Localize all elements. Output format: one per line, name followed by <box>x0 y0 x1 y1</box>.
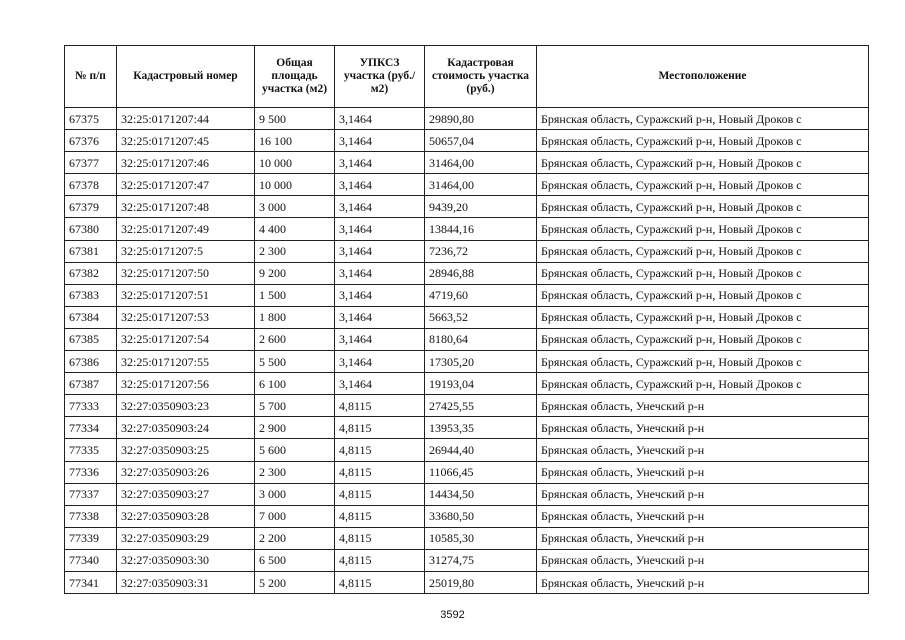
cell-area: 2 300 <box>255 461 335 483</box>
table-row <box>65 152 869 174</box>
cell-area: 1 800 <box>255 306 335 328</box>
cell-cadastral-number: 32:25:0171207:46 <box>117 152 255 174</box>
cell-cadastral-number: 32:27:0350903:31 <box>117 571 255 593</box>
cell-cadastral-number: 32:27:0350903:27 <box>117 483 255 505</box>
table-row <box>65 373 869 395</box>
cell-upksz: 3,1464 <box>335 196 425 218</box>
cell-cadastral-value: 33680,50 <box>425 505 537 527</box>
cell-upksz: 3,1464 <box>335 218 425 240</box>
table-row <box>65 351 869 373</box>
cell-cadastral-number: 32:25:0171207:56 <box>117 373 255 395</box>
cell-location: Брянская область, Суражский р-н, Новый Дроков с <box>537 328 869 350</box>
cell-upksz: 3,1464 <box>335 174 425 196</box>
cell-upksz: 3,1464 <box>335 130 425 152</box>
cell-cadastral-value: 5663,52 <box>425 306 537 328</box>
cell-location: Брянская область, Суражский р-н, Новый Дроков с <box>537 218 869 240</box>
cell-upksz: 4,8115 <box>335 571 425 593</box>
cell-location: Брянская область, Унечский р-н <box>537 505 869 527</box>
cell-row-number: 77334 <box>65 417 117 439</box>
table-row <box>65 108 869 130</box>
cell-cadastral-value: 19193,04 <box>425 373 537 395</box>
cell-row-number: 77337 <box>65 483 117 505</box>
cell-cadastral-number: 32:27:0350903:24 <box>117 417 255 439</box>
cell-upksz: 3,1464 <box>335 373 425 395</box>
table-row <box>65 527 869 549</box>
cell-cadastral-value: 17305,20 <box>425 351 537 373</box>
cadastral-table <box>64 45 869 594</box>
cell-location: Брянская область, Унечский р-н <box>537 461 869 483</box>
cell-cadastral-number: 32:25:0171207:5 <box>117 240 255 262</box>
cell-cadastral-value: 26944,40 <box>425 439 537 461</box>
cell-upksz: 4,8115 <box>335 417 425 439</box>
header-col-cadastral-value: Кадастровая стоимость участка (руб.) <box>425 46 537 108</box>
cell-location: Брянская область, Унечский р-н <box>537 395 869 417</box>
cell-cadastral-value: 50657,04 <box>425 130 537 152</box>
cell-upksz: 3,1464 <box>335 152 425 174</box>
cell-row-number: 67385 <box>65 328 117 350</box>
table-row <box>65 439 869 461</box>
cell-cadastral-value: 28946,88 <box>425 262 537 284</box>
cell-upksz: 4,8115 <box>335 439 425 461</box>
cell-upksz: 4,8115 <box>335 527 425 549</box>
cell-location: Брянская область, Суражский р-н, Новый Дроков с <box>537 240 869 262</box>
cell-cadastral-number: 32:25:0171207:47 <box>117 174 255 196</box>
cell-upksz: 3,1464 <box>335 108 425 130</box>
cell-row-number: 77340 <box>65 549 117 571</box>
cell-location: Брянская область, Суражский р-н, Новый Дроков с <box>537 373 869 395</box>
cell-cadastral-value: 14434,50 <box>425 483 537 505</box>
cell-area: 2 300 <box>255 240 335 262</box>
cell-area: 5 700 <box>255 395 335 417</box>
cell-cadastral-number: 32:25:0171207:55 <box>117 351 255 373</box>
table-row <box>65 284 869 306</box>
cell-area: 10 000 <box>255 174 335 196</box>
cell-upksz: 3,1464 <box>335 351 425 373</box>
table-row <box>65 196 869 218</box>
cell-cadastral-number: 32:27:0350903:25 <box>117 439 255 461</box>
cell-location: Брянская область, Суражский р-н, Новый Дроков с <box>537 306 869 328</box>
cell-cadastral-number: 32:27:0350903:29 <box>117 527 255 549</box>
cell-area: 5 600 <box>255 439 335 461</box>
cell-row-number: 67382 <box>65 262 117 284</box>
cell-location: Брянская область, Суражский р-н, Новый Дроков с <box>537 196 869 218</box>
table-row <box>65 571 869 593</box>
cell-upksz: 3,1464 <box>335 328 425 350</box>
cell-cadastral-value: 31464,00 <box>425 152 537 174</box>
cell-cadastral-value: 11066,45 <box>425 461 537 483</box>
cell-cadastral-number: 32:25:0171207:49 <box>117 218 255 240</box>
cell-cadastral-value: 7236,72 <box>425 240 537 262</box>
cell-cadastral-value: 13844,16 <box>425 218 537 240</box>
cell-area: 2 900 <box>255 417 335 439</box>
cell-cadastral-value: 9439,20 <box>425 196 537 218</box>
cell-cadastral-number: 32:25:0171207:45 <box>117 130 255 152</box>
cell-cadastral-number: 32:25:0171207:48 <box>117 196 255 218</box>
table-row <box>65 262 869 284</box>
cell-cadastral-number: 32:27:0350903:23 <box>117 395 255 417</box>
cell-location: Брянская область, Унечский р-н <box>537 439 869 461</box>
cell-row-number: 67383 <box>65 284 117 306</box>
cell-cadastral-value: 10585,30 <box>425 527 537 549</box>
cell-cadastral-value: 29890,80 <box>425 108 537 130</box>
cell-area: 5 200 <box>255 571 335 593</box>
cell-upksz: 3,1464 <box>335 262 425 284</box>
cell-row-number: 67386 <box>65 351 117 373</box>
cell-cadastral-number: 32:25:0171207:53 <box>117 306 255 328</box>
table-row <box>65 483 869 505</box>
cell-cadastral-value: 31274,75 <box>425 549 537 571</box>
table-row <box>65 549 869 571</box>
cell-location: Брянская область, Суражский р-н, Новый Дроков с <box>537 174 869 196</box>
table-row <box>65 130 869 152</box>
cell-upksz: 4,8115 <box>335 505 425 527</box>
cell-row-number: 77336 <box>65 461 117 483</box>
table-header <box>65 46 869 108</box>
cell-row-number: 77339 <box>65 527 117 549</box>
cell-cadastral-number: 32:27:0350903:30 <box>117 549 255 571</box>
cell-row-number: 67375 <box>65 108 117 130</box>
table-row <box>65 417 869 439</box>
cell-cadastral-number: 32:25:0171207:54 <box>117 328 255 350</box>
header-row <box>65 46 869 108</box>
cell-row-number: 67380 <box>65 218 117 240</box>
page-number: 3592 <box>440 609 465 621</box>
cell-location: Брянская область, Унечский р-н <box>537 571 869 593</box>
cell-cadastral-number: 32:25:0171207:50 <box>117 262 255 284</box>
cell-row-number: 67384 <box>65 306 117 328</box>
cell-area: 3 000 <box>255 196 335 218</box>
cell-area: 3 000 <box>255 483 335 505</box>
cell-location: Брянская область, Унечский р-н <box>537 527 869 549</box>
cell-cadastral-number: 32:25:0171207:51 <box>117 284 255 306</box>
cell-upksz: 3,1464 <box>335 284 425 306</box>
cell-location: Брянская область, Суражский р-н, Новый Дроков с <box>537 152 869 174</box>
cell-area: 10 000 <box>255 152 335 174</box>
cell-cadastral-number: 32:27:0350903:26 <box>117 461 255 483</box>
cell-area: 4 400 <box>255 218 335 240</box>
cell-upksz: 3,1464 <box>335 306 425 328</box>
cell-row-number: 77333 <box>65 395 117 417</box>
cell-cadastral-value: 31464,00 <box>425 174 537 196</box>
cell-cadastral-value: 27425,55 <box>425 395 537 417</box>
cell-row-number: 67387 <box>65 373 117 395</box>
table-row <box>65 306 869 328</box>
header-col-area: Общая площадь участка (м2) <box>255 46 335 108</box>
cell-row-number: 67376 <box>65 130 117 152</box>
cell-cadastral-number: 32:25:0171207:44 <box>117 108 255 130</box>
cell-upksz: 3,1464 <box>335 240 425 262</box>
cell-upksz: 4,8115 <box>335 483 425 505</box>
cell-location: Брянская область, Унечский р-н <box>537 417 869 439</box>
cell-cadastral-number: 32:27:0350903:28 <box>117 505 255 527</box>
cell-upksz: 4,8115 <box>335 549 425 571</box>
cell-cadastral-value: 25019,80 <box>425 571 537 593</box>
table-row <box>65 218 869 240</box>
cell-area: 2 600 <box>255 328 335 350</box>
cell-row-number: 67379 <box>65 196 117 218</box>
header-col-number: № п/п <box>65 46 117 108</box>
cell-area: 6 100 <box>255 373 335 395</box>
table-row <box>65 395 869 417</box>
cell-row-number: 77338 <box>65 505 117 527</box>
cell-location: Брянская область, Суражский р-н, Новый Дроков с <box>537 262 869 284</box>
cell-area: 9 200 <box>255 262 335 284</box>
table-row <box>65 240 869 262</box>
cell-location: Брянская область, Суражский р-н, Новый Дроков с <box>537 108 869 130</box>
header-col-location: Местоположение <box>537 46 869 108</box>
cell-location: Брянская область, Унечский р-н <box>537 549 869 571</box>
cell-area: 2 200 <box>255 527 335 549</box>
cell-location: Брянская область, Суражский р-н, Новый Дроков с <box>537 284 869 306</box>
cell-area: 7 000 <box>255 505 335 527</box>
cell-row-number: 67378 <box>65 174 117 196</box>
table-row <box>65 461 869 483</box>
table-row <box>65 505 869 527</box>
cell-location: Брянская область, Суражский р-н, Новый Дроков с <box>537 130 869 152</box>
cell-area: 6 500 <box>255 549 335 571</box>
cell-cadastral-value: 8180,64 <box>425 328 537 350</box>
cell-row-number: 67381 <box>65 240 117 262</box>
cell-row-number: 77335 <box>65 439 117 461</box>
cell-upksz: 4,8115 <box>335 461 425 483</box>
cell-row-number: 77341 <box>65 571 117 593</box>
cell-upksz: 4,8115 <box>335 395 425 417</box>
cell-location: Брянская область, Суражский р-н, Новый Дроков с <box>537 351 869 373</box>
table-row <box>65 328 869 350</box>
cell-area: 9 500 <box>255 108 335 130</box>
cell-area: 1 500 <box>255 284 335 306</box>
cell-cadastral-value: 13953,35 <box>425 417 537 439</box>
cell-row-number: 67377 <box>65 152 117 174</box>
cell-location: Брянская область, Унечский р-н <box>537 483 869 505</box>
cell-area: 5 500 <box>255 351 335 373</box>
table-row <box>65 174 869 196</box>
header-col-cadastral-number: Кадастровый номер <box>117 46 255 108</box>
table-body <box>65 108 869 594</box>
cell-area: 16 100 <box>255 130 335 152</box>
header-col-upksz: УПКСЗ участка (руб./м2) <box>335 46 425 108</box>
cell-cadastral-value: 4719,60 <box>425 284 537 306</box>
